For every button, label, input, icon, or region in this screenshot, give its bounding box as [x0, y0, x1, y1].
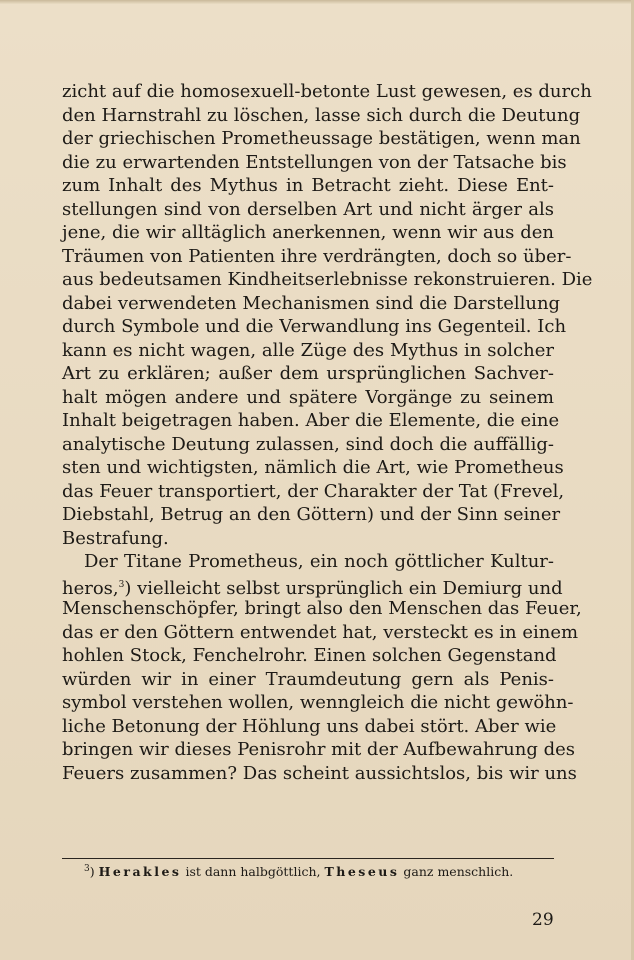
text-line: der griechischen Prometheussage bestätigen, wenn man — [62, 128, 581, 149]
text-line: den Harnstrahl zu löschen, lasse sich durch die Deutung — [62, 104, 581, 126]
text-line: Art zu erklären; außer dem ursprünglichen Sachver- — [62, 363, 554, 384]
text-line: die zu erwartenden Entstellungen von der Tatsache bis — [62, 151, 567, 173]
text-line: das er den Göttern entwendet hat, versteckt es in einem — [62, 621, 579, 643]
text-line: jene, die wir alltäglich anerkennen, wenn wir aus den — [62, 222, 554, 243]
body-text — [62, 80, 593, 785]
text-line: zicht auf die homosexuell-betonte Lust gewesen, es durch — [62, 81, 592, 102]
footnote-text-end: ganz menschlich. — [399, 864, 514, 880]
page-top-edge — [0, 0, 634, 4]
text-line: Diebstahl, Betrug an den Göttern) und der Sinn seiner — [62, 504, 561, 525]
footnote-marker: 3 — [84, 864, 90, 874]
footnote — [84, 864, 554, 879]
text-line: Inhalt beigetragen haben. Aber die Elemente, die eine — [62, 410, 560, 431]
text-line: bringen wir dieses Penisrohr mit der Aufbewahrung des — [62, 739, 576, 760]
footnote-name-herakles: Herakles — [98, 864, 182, 880]
text-line: Bestrafung. — [62, 527, 169, 549]
footnote-reference[interactable]: 3 — [118, 579, 125, 590]
text-line-indented: Der Titane Prometheus, ein noch göttlicher Kultur- — [84, 551, 554, 572]
text-line: liche Betonung der Höhlung uns dabei stört. Aber wie — [62, 715, 557, 737]
text-line: Menschenschöpfer, bringt also den Menschen das Feuer, — [62, 598, 582, 619]
text-fragment: heros, — [62, 577, 119, 599]
text-line: stellungen sind von derselben Art und nicht ärger als — [62, 198, 554, 220]
footnote-name-theseus: Theseus — [324, 864, 400, 880]
text-line: Träumen von Patienten ihre verdrängten, doch so über- — [62, 245, 572, 267]
text-line: hohlen Stock, Fenchelrohr. Einen solchen Gegenstand — [62, 645, 557, 666]
text-line: zum Inhalt des Mythus in Betracht zieht. Diese Ent- — [62, 175, 554, 196]
footnote-paren: ) — [89, 864, 95, 880]
text-line: aus bedeutsamen Kindheitserlebnisse rekonstruieren. Die — [62, 269, 593, 290]
text-line: Feuers zusammen? Das scheint aussichtslos, bis wir uns — [62, 762, 577, 784]
text-line: würden wir in einer Traumdeutung gern als Penis- — [62, 668, 554, 690]
text-line-with-footnote-ref — [62, 574, 563, 599]
text-line: sten und wichtigsten, nämlich die Art, wie Prometheus — [62, 457, 564, 478]
text-line: durch Symbole und die Verwandlung ins Gegenteil. Ich — [62, 316, 567, 337]
text-line: halt mögen andere und spätere Vorgänge zu seinem — [62, 386, 554, 408]
text-line: symbol verstehen wollen, wenngleich die nicht gewöhn- — [62, 692, 574, 713]
text-line: kann es nicht wagen, alle Züge des Mythus in solcher — [62, 339, 554, 361]
page-number: 29 — [532, 910, 554, 930]
text-line: dabei verwendeten Mechanismen sind die Darstellung — [62, 292, 561, 314]
footnote-divider — [62, 858, 554, 859]
text-line: das Feuer transportiert, der Charakter der Tat (Frevel, — [62, 480, 565, 502]
text-line: analytische Deutung zulassen, sind doch die auffällig- — [62, 433, 554, 455]
text-fragment: ) vielleicht selbst ursprünglich ein Demiurg und — [124, 577, 563, 599]
footnote-text: ist dann halbgöttlich, — [181, 864, 325, 880]
